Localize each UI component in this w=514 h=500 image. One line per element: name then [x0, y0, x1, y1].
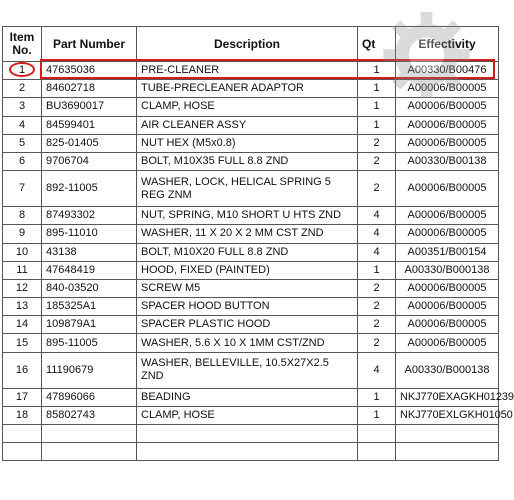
blank-cell [3, 443, 42, 461]
table-row [3, 406, 499, 424]
header-description: Description [137, 27, 358, 62]
cell-eff: A00006/B00005 [396, 116, 499, 134]
cell-item: 13 [3, 298, 42, 316]
cell-item: 15 [3, 334, 42, 352]
parts-table [2, 26, 514, 461]
blank-cell [42, 425, 137, 443]
cell-part: 11190679 [42, 352, 137, 388]
table-row [3, 352, 499, 388]
cell-part: 85802743 [42, 406, 137, 424]
cell-item: 17 [3, 388, 42, 406]
blank-cell [396, 425, 499, 443]
cell-qty: 1 [358, 261, 396, 279]
blank-cell [358, 443, 396, 461]
table-row [3, 152, 499, 170]
header-qty: Qt [358, 27, 396, 62]
cell-desc: BOLT, M10X20 FULL 8.8 ZND [137, 243, 358, 261]
cell-qty: 2 [358, 279, 396, 297]
cell-desc: HOOD, FIXED (PAINTED) [137, 261, 358, 279]
blank-row [3, 425, 499, 443]
cell-qty: 2 [358, 298, 396, 316]
cell-qty: 4 [358, 207, 396, 225]
cell-item: 5 [3, 134, 42, 152]
cell-desc: AIR CLEANER ASSY [137, 116, 358, 134]
cell-eff: A00330/B00138 [396, 152, 499, 170]
cell-item: 3 [3, 98, 42, 116]
cell-part: 9706704 [42, 152, 137, 170]
cell-part: 840-03520 [42, 279, 137, 297]
table-row [3, 134, 499, 152]
cell-eff: NKJ770EXAGKH01239 [396, 388, 499, 406]
cell-eff: A00006/B00005 [396, 279, 499, 297]
blank-cell [3, 425, 42, 443]
cell-eff: A00006/B00005 [396, 334, 499, 352]
cell-part: 47635036 [42, 62, 137, 80]
cell-desc: NUT HEX (M5x0.8) [137, 134, 358, 152]
table-row [3, 243, 499, 261]
item-callout-circle [9, 62, 35, 77]
cell-item: 2 [3, 80, 42, 98]
cell-item: 6 [3, 152, 42, 170]
cell-part: 895-11005 [42, 334, 137, 352]
table-row [3, 116, 499, 134]
table-row [3, 316, 499, 334]
cell-eff: A00006/B00005 [396, 225, 499, 243]
header-item-no: Item No. [3, 27, 42, 62]
cell-eff: A00330/B000138 [396, 352, 499, 388]
cell-eff: A00006/B00005 [396, 298, 499, 316]
cell-desc: WASHER, LOCK, HELICAL SPRING 5 REG ZNM [137, 171, 358, 207]
cell-part: 87493302 [42, 207, 137, 225]
cell-part: 109879A1 [42, 316, 137, 334]
cell-part: 84602718 [42, 80, 137, 98]
cell-desc: SPACER HOOD BUTTON [137, 298, 358, 316]
cell-qty: 4 [358, 225, 396, 243]
cell-item: 10 [3, 243, 42, 261]
cell-qty: 1 [358, 62, 396, 80]
header-part-number: Part Number [42, 27, 137, 62]
table-row [3, 207, 499, 225]
cell-qty: 4 [358, 243, 396, 261]
table-row [3, 279, 499, 297]
cell-desc: SPACER PLASTIC HOOD [137, 316, 358, 334]
parts-rows [3, 62, 514, 461]
cell-eff: A00006/B00005 [396, 316, 499, 334]
cell-qty: 2 [358, 134, 396, 152]
cell-item: 11 [3, 261, 42, 279]
cell-part: 892-11005 [42, 171, 137, 207]
cell-part: BU3690017 [42, 98, 137, 116]
cell-desc: WASHER, BELLEVILLE, 10.5X27X2.5 ZND [137, 352, 358, 388]
cell-part: 47648419 [42, 261, 137, 279]
cell-qty: 4 [358, 352, 396, 388]
cell-eff: A00006/B00005 [396, 134, 499, 152]
header-effectivity: Effectivity [396, 27, 499, 62]
cell-item: 7 [3, 171, 42, 207]
cell-qty: 1 [358, 116, 396, 134]
blank-cell [42, 443, 137, 461]
cell-item: 1 [3, 62, 42, 80]
blank-row [3, 443, 499, 461]
cell-qty: 2 [358, 316, 396, 334]
cell-item: 8 [3, 207, 42, 225]
table-row [3, 225, 499, 243]
cell-desc: CLAMP, HOSE [137, 98, 358, 116]
cell-qty: 1 [358, 80, 396, 98]
cell-qty: 2 [358, 334, 396, 352]
cell-desc: SCREW M5 [137, 279, 358, 297]
cell-qty: 2 [358, 171, 396, 207]
cell-qty: 1 [358, 388, 396, 406]
cell-part: 47896066 [42, 388, 137, 406]
cell-desc: TUBE-PRECLEANER ADAPTOR [137, 80, 358, 98]
cell-qty: 2 [358, 152, 396, 170]
table-row [3, 261, 499, 279]
cell-eff: A00006/B00005 [396, 80, 499, 98]
table-row [3, 98, 499, 116]
blank-cell [396, 443, 499, 461]
cell-qty: 1 [358, 406, 396, 424]
cell-desc: PRE-CLEANER [137, 62, 358, 80]
cell-desc: NUT, SPRING, M10 SHORT U HTS ZND [137, 207, 358, 225]
cell-qty: 1 [358, 98, 396, 116]
highlighted-row-outline [40, 59, 495, 79]
cell-desc: BEADING [137, 388, 358, 406]
cell-eff: A00330/B000138 [396, 261, 499, 279]
table-row [3, 171, 499, 207]
cell-item: 12 [3, 279, 42, 297]
cell-eff: A00006/B00005 [396, 171, 499, 207]
cell-part: 84599401 [42, 116, 137, 134]
cell-item: 9 [3, 225, 42, 243]
table-row [3, 334, 499, 352]
cell-part: 825-01405 [42, 134, 137, 152]
cell-desc: WASHER, 5.6 X 10 X 1MM CST/ZND [137, 334, 358, 352]
cell-eff: A00351/B00154 [396, 243, 499, 261]
table-row [3, 388, 499, 406]
cell-eff: A00006/B00005 [396, 207, 499, 225]
cell-eff: NKJ770EXLGKH01050 [396, 406, 499, 424]
cell-desc: BOLT, M10X35 FULL 8.8 ZND [137, 152, 358, 170]
cell-desc: WASHER, 11 X 20 X 2 MM CST ZND [137, 225, 358, 243]
header-row [3, 27, 499, 62]
cell-part: 185325A1 [42, 298, 137, 316]
table-row [3, 298, 499, 316]
cell-eff: A00006/B00005 [396, 98, 499, 116]
cell-eff: A00330/B00476 [396, 62, 499, 80]
cell-item: 18 [3, 406, 42, 424]
blank-cell [358, 425, 396, 443]
table-row [3, 80, 499, 98]
cell-item: 4 [3, 116, 42, 134]
cell-desc: CLAMP, HOSE [137, 406, 358, 424]
cell-part: 895-11010 [42, 225, 137, 243]
blank-cell [137, 443, 358, 461]
cell-part: 43138 [42, 243, 137, 261]
cell-item: 16 [3, 352, 42, 388]
blank-cell [137, 425, 358, 443]
cell-item: 14 [3, 316, 42, 334]
